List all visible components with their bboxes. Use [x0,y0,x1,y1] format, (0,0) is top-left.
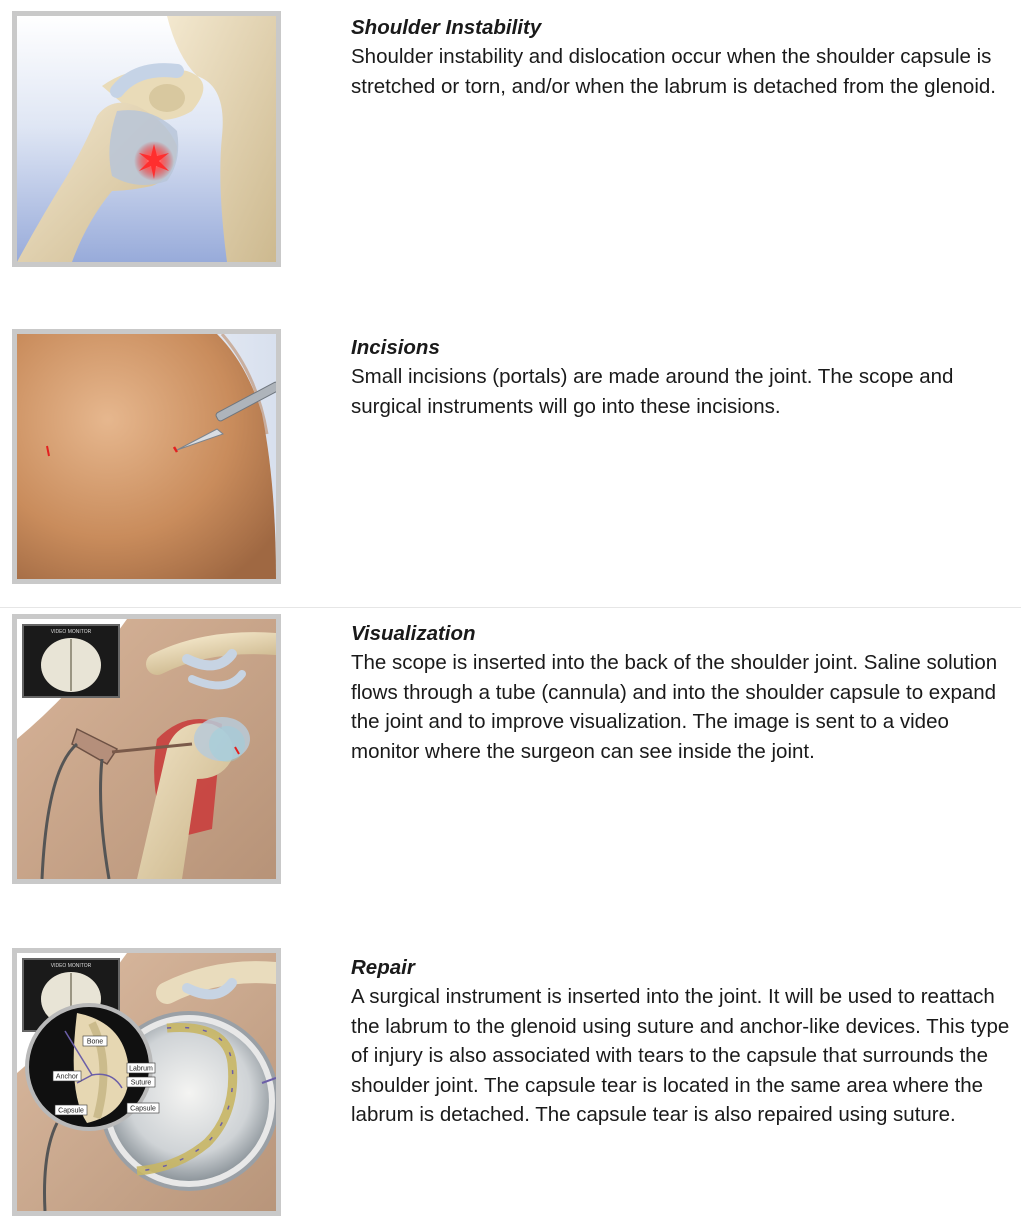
shoulder-instability-illustration [12,11,281,267]
shoulder-instability-image [17,16,276,262]
svg-text:Labrum: Labrum [129,1065,153,1073]
incisions-image [17,334,276,579]
repair-text [351,954,1016,1130]
section-body: Shoulder instability and dislocation occur when the shoulder capsule is stretched or torn, and/or when the labrum is detached from the glenoid. [351,45,996,98]
visualization-illustration [12,614,281,884]
section-title: Repair [351,956,415,979]
svg-text:Bone: Bone [86,1038,104,1046]
visualization-image [17,619,276,879]
shoulder-instability-text [351,14,1016,101]
inset-label-anchor [53,1071,81,1081]
monitor-label: VIDEO MONITOR [50,963,92,969]
section-body: Small incisions (portals) are made around the joint. The scope and surgical instruments will go into these incisions. [351,365,954,418]
section-title: Visualization [351,622,476,645]
section-divider [0,607,1021,608]
inset-label-capsule-left [55,1105,87,1115]
repair-illustration [12,948,281,1216]
incisions-illustration [12,329,281,584]
svg-text:Anchor: Anchor [55,1073,79,1081]
section-body: A surgical instrument is inserted into the joint. It will be used to reattach the labrum to the glenoid using suture and anchor-like devices. This type of injury is also associated with tears to the capsule that surrounds the shoulder joint. The capsule tear is located in the same area where the labrum is detached. The capsule tear is also repaired using suture. [351,985,1010,1126]
repair-image [17,953,276,1211]
inset-label-bone [83,1036,107,1046]
inset-label-capsule-right [127,1103,159,1113]
svg-text:Suture: Suture [130,1079,152,1087]
monitor-label: VIDEO MONITOR [50,629,92,635]
video-monitor-icon [23,625,119,697]
inset-label-labrum [127,1063,155,1073]
incisions-text [351,334,1016,421]
inset-label-suture [127,1077,155,1087]
section-title: Incisions [351,336,440,359]
section-title: Shoulder Instability [351,16,542,39]
section-body: The scope is inserted into the back of the shoulder joint. Saline solution flows through a tube (cannula) and into the shoulder capsule to expand the joint and to improve visualization. The image is sent to a video monitor where the surgeon can see inside the joint. [351,651,998,763]
visualization-text [351,620,1016,766]
svg-text:Capsule: Capsule [58,1107,84,1115]
svg-text:Capsule: Capsule [130,1105,156,1113]
